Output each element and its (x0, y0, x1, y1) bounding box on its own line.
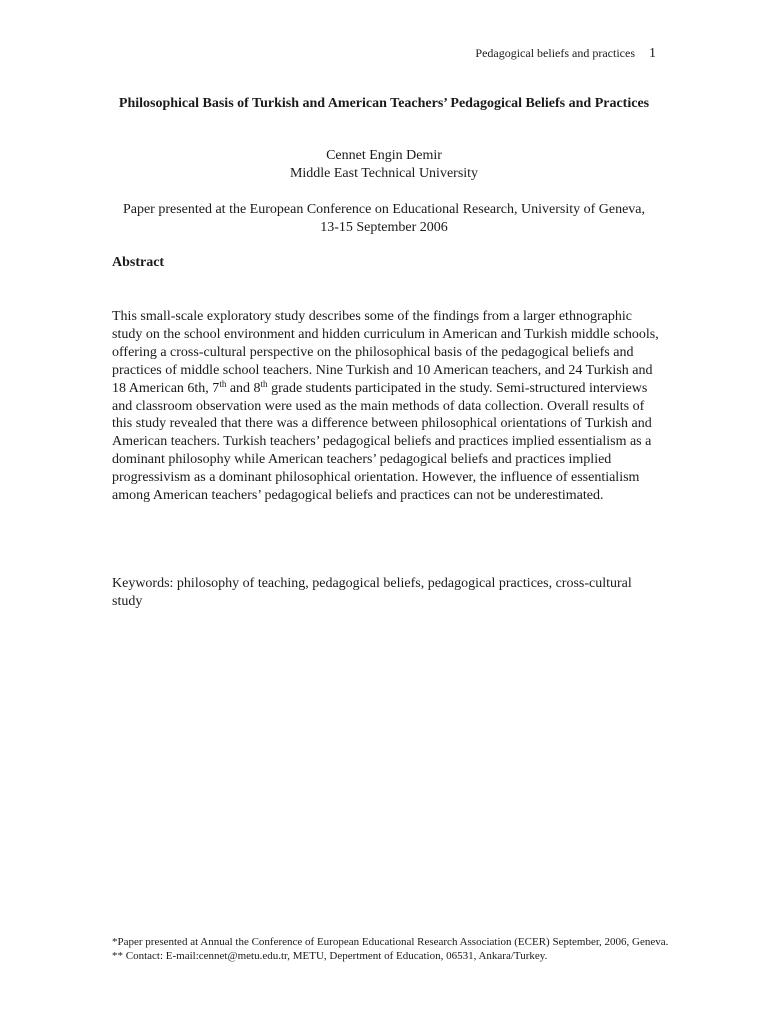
keywords: Keywords: philosophy of teaching, pedagogical beliefs, pedagogical practices, cross-cultural study (112, 576, 632, 609)
page-number: 1 (649, 46, 656, 61)
running-title: Pedagogical beliefs and practices (475, 46, 635, 60)
abstract-superscript-1: th (219, 378, 227, 389)
abstract-body (112, 308, 660, 505)
abstract-text-part3: grade students participated in the study. Semi-structured interviews and classroom observation were used as the main methods of data collection. Overall results of this study revealed that there was a difference between philosophical orientations of Turkish and American teachers. Turkish teachers’ pedagogical beliefs and practices implied essentialism as a dominant philosophy while American teachers’ pedagogical beliefs and practices implied progressivism as a dominant philosophical orientation. However, the influence of essentialism among American teachers’ pedagogical beliefs and practices can not be underestimated. (112, 380, 652, 504)
abstract-superscript-2: th (260, 378, 268, 389)
author-name: Cennet Engin Demir (326, 148, 442, 163)
abstract-heading: Abstract (112, 255, 165, 270)
presentation-note: Paper presented at the European Conference on Educational Research, University of Geneva, 13-15 September 2006 (122, 202, 646, 235)
running-header (475, 46, 656, 62)
author-affiliation: Middle East Technical University (289, 166, 479, 181)
footnote-1: *Paper presented at Annual the Conference of European Educational Research Association (ECER) September, 2006, Geneva. (112, 936, 669, 948)
paper-title: Philosophical Basis of Turkish and American Teachers’ Pedagogical Beliefs and Practices (118, 96, 650, 111)
abstract-text-part1: This small-scale exploratory study describes some of the findings from a larger ethnographic study on the school environment and hidden curriculum in American and Turkish middle schools, offering a cross-cultural perspective on the philosophical basis of the pedagogical beliefs and practices of middle school teachers. Nine Turkish and 10 American teachers, and 24 Turkish and 18 American 6th, 7 (112, 309, 659, 396)
author-block (112, 147, 656, 183)
footnotes (112, 935, 672, 963)
abstract-text-part2: and 8 (226, 380, 261, 396)
footnote-2: ** Contact: E-mail:cennet@metu.edu.tr, METU, Depertment of Education, 06531, Ankara/Turkey. (112, 950, 548, 962)
